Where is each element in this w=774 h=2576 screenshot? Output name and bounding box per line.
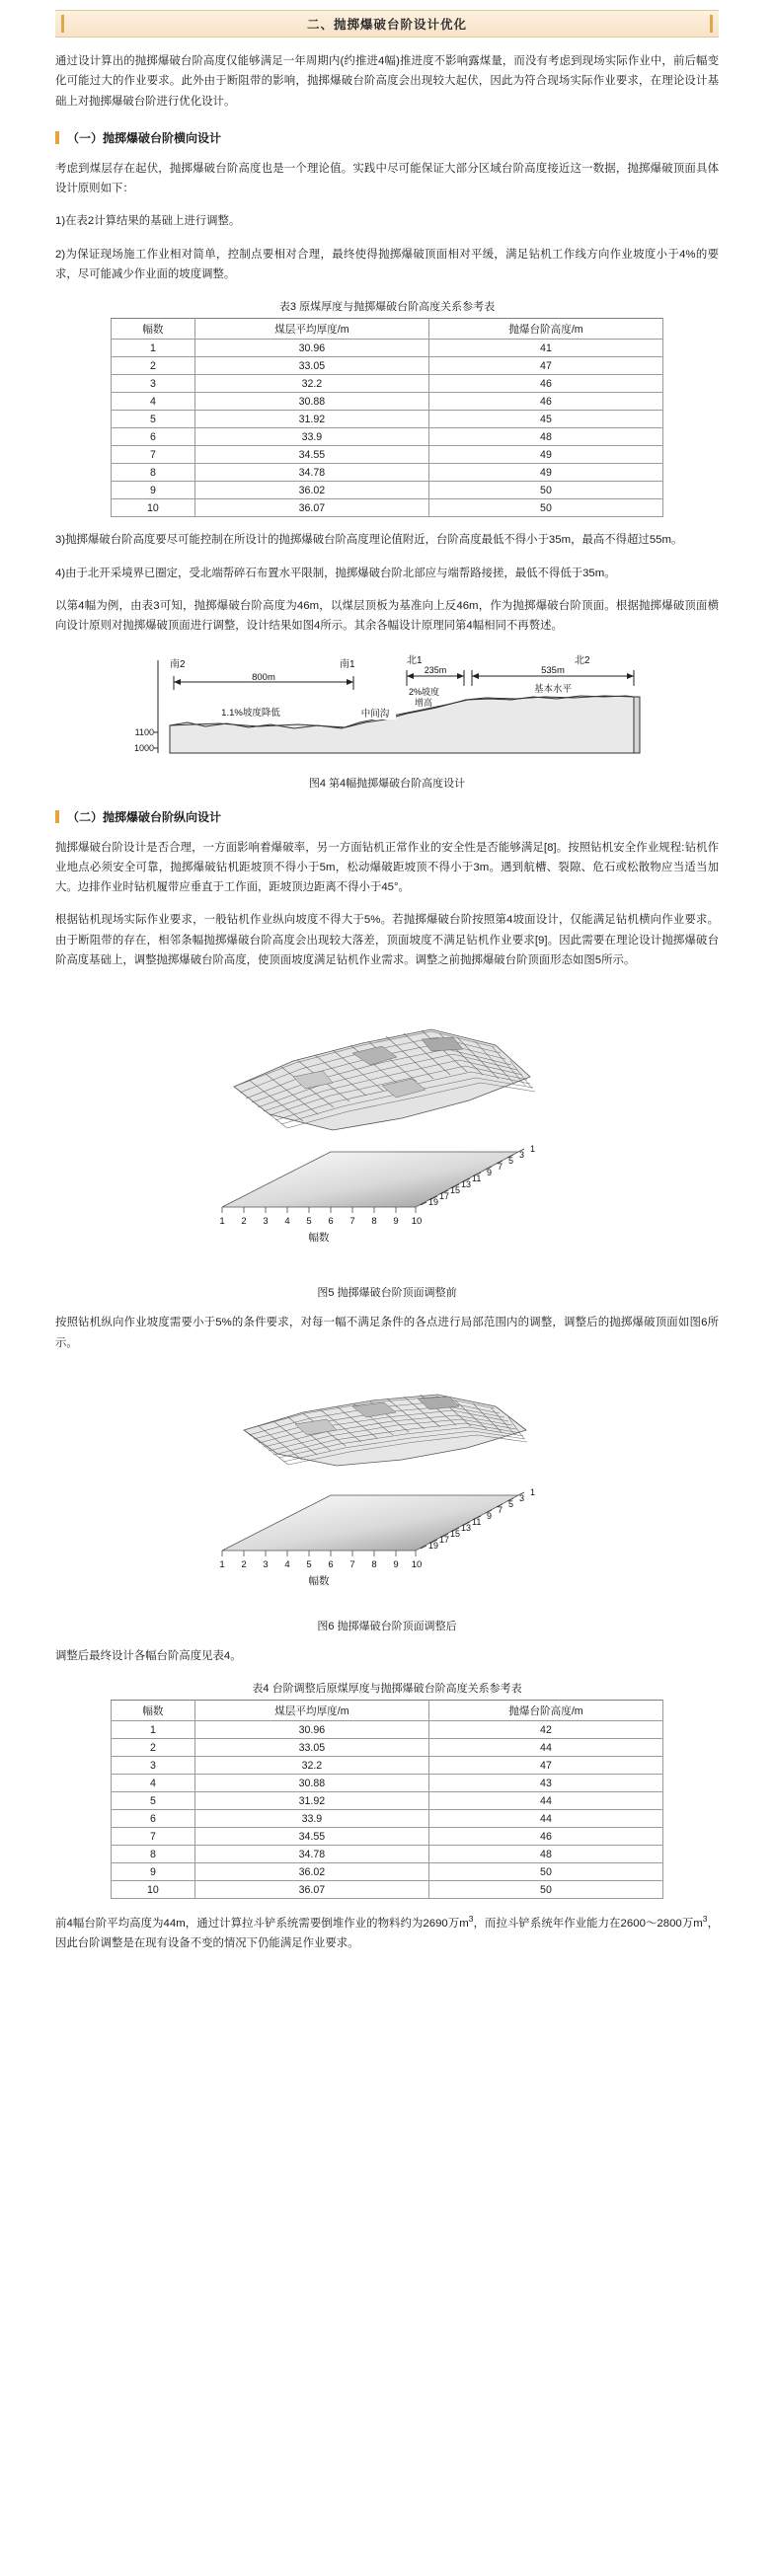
table3-cell: 41	[428, 340, 662, 357]
document-content	[55, 51, 719, 1954]
fig6-ytick: 15	[450, 1528, 461, 1539]
table3-cell: 4	[112, 393, 195, 411]
table4-header-cell: 煤层平均厚度/m	[194, 1701, 428, 1721]
table-row	[112, 482, 663, 499]
table3-caption: 表3 原煤厚度与抛掷爆破台阶高度关系参考表	[278, 301, 496, 314]
fig5-xtick: 10	[411, 1216, 423, 1228]
table3-cell: 49	[428, 464, 662, 482]
paragraph-11: 调整后最终设计各幅台阶高度见表4。	[55, 1649, 242, 1662]
fig6-ytick: 3	[519, 1492, 525, 1503]
table-row	[112, 1810, 663, 1828]
fig5-ytick: 9	[487, 1168, 493, 1178]
fig4-label-north2: 北2	[575, 654, 590, 666]
subsection-heading-2	[55, 808, 719, 825]
fig5-xtick: 5	[306, 1216, 312, 1228]
fig4-label-north1: 北1	[407, 654, 423, 666]
fig6-xtick: 10	[411, 1558, 423, 1570]
table-row	[112, 1846, 663, 1863]
section-title: 二、抛掷爆破台阶设计优化	[306, 18, 467, 32]
table3-header-cell: 抛爆台阶高度/m	[428, 319, 662, 340]
table-row	[112, 393, 663, 411]
fig6-ytick: 7	[498, 1504, 503, 1515]
table4-cell: 1	[112, 1721, 195, 1739]
table3-cell: 7	[112, 446, 195, 464]
figure-6	[175, 1365, 599, 1633]
table3-cell: 36.02	[194, 482, 428, 499]
table3-cell: 2	[112, 357, 195, 375]
subsection-heading-1	[55, 129, 719, 146]
figure-5-caption: 图5 抛掷爆破台阶顶面调整前	[317, 1287, 457, 1300]
fig5-ytick: 19	[428, 1197, 439, 1208]
table-row	[112, 340, 663, 357]
table-row	[112, 1775, 663, 1792]
fig5-x-axis-label: 幅数	[308, 1232, 330, 1245]
table4-cell: 31.92	[194, 1792, 428, 1810]
fig5-xtick: 3	[263, 1216, 269, 1228]
paragraph-intro: 通过设计算出的抛掷爆破台阶高度仅能够满足一年周期内(约推进4幅)推进度不影响露煤量，而没有考虑到现场实际作业中，前后幅变化可能过大的作业要求。此外由于断阻带的影响，抛掷爆破台阶高度会出现较大起伏，因此为符合现场实际作业要求，在理论设计基础上对抛掷爆破台阶进行优化设计。	[55, 55, 719, 108]
table-row	[112, 1828, 663, 1846]
table4-cell: 44	[428, 1739, 662, 1757]
figure-4-drawing	[111, 650, 663, 769]
fig5-xtick: 2	[241, 1216, 247, 1228]
subsection-title-2: （二）抛掷爆破台阶纵向设计	[67, 809, 222, 824]
fig6-xtick: 5	[306, 1558, 312, 1570]
document-page	[0, 10, 774, 2576]
fig6-x-axis-label: 幅数	[308, 1574, 330, 1587]
fig5-xtick: 4	[284, 1216, 290, 1228]
paragraph-2: 考虑到煤层存在起伏，抛掷爆破台阶高度也是一个理论值。实践中尽可能保证大部分区域台阶高度接近这一数据，抛掷爆破顶面具体设计原则如下：	[55, 162, 719, 195]
figure-4	[111, 650, 663, 791]
table4-cell: 44	[428, 1792, 662, 1810]
table3-cell: 50	[428, 482, 662, 499]
figure-5	[175, 982, 599, 1300]
table4-cell: 10	[112, 1881, 195, 1899]
table4-cell: 47	[428, 1757, 662, 1775]
table4-cell: 34.78	[194, 1846, 428, 1863]
table3-cell: 34.78	[194, 464, 428, 482]
table4-cell: 48	[428, 1846, 662, 1863]
table4-cell: 30.96	[194, 1721, 428, 1739]
table-row	[112, 1881, 663, 1899]
figure-4-caption: 图4 第4幅抛掷爆破台阶高度设计	[308, 777, 466, 790]
accent-bar-icon	[55, 810, 59, 823]
paragraph-3: 1)在表2计算结果的基础上进行调整。	[55, 215, 241, 228]
table-header-row	[112, 1701, 663, 1721]
table4-cell: 2	[112, 1739, 195, 1757]
fig6-xtick: 6	[328, 1558, 334, 1570]
table4-cell: 30.88	[194, 1775, 428, 1792]
table4-cell: 50	[428, 1881, 662, 1899]
fig6-ytick: 1	[530, 1486, 536, 1497]
table3-cell: 9	[112, 482, 195, 499]
table4-cell: 42	[428, 1721, 662, 1739]
fig5-ytick: 11	[472, 1174, 482, 1184]
table3-cell: 50	[428, 499, 662, 517]
table3-cell: 46	[428, 375, 662, 393]
table4-cell: 33.05	[194, 1739, 428, 1757]
table3-cell: 48	[428, 428, 662, 446]
superscript-cubic-1: 3	[468, 1914, 474, 1925]
paragraph-12-part-a: 前4幅台阶平均高度为44m，通过计算拉斗铲系统需要倒堆作业的物料约为2690万m	[55, 1918, 469, 1931]
fig4-dim-535: 535m	[541, 664, 565, 676]
table-row	[112, 499, 663, 517]
figure-5-drawing	[175, 982, 599, 1278]
fig4-ytick-1100: 1100	[134, 726, 154, 737]
table-row	[112, 357, 663, 375]
table-row	[112, 411, 663, 428]
paragraph-4: 2)为保证现场施工作业相对简单，控制点要相对合理，最终使得抛掷爆破顶面相对平缓，满足钻机工作线方向作业坡度小于4%的要求，尽可能减少作业面的坡度调整。	[55, 248, 719, 281]
table3-cell: 1	[112, 340, 195, 357]
table4-cell: 36.07	[194, 1881, 428, 1899]
table3-header-cell: 幅数	[112, 319, 195, 340]
table3-cell: 32.2	[194, 375, 428, 393]
fig6-ytick: 9	[487, 1510, 493, 1521]
paragraph-12-part-b: ，而拉斗铲系统年作业能力在2600～2800万m	[473, 1918, 703, 1931]
table4-cell: 9	[112, 1863, 195, 1881]
fig4-slope-right-line1: 2%坡度	[409, 686, 440, 697]
fig4-mid-label: 中间沟	[360, 708, 390, 720]
table-row	[112, 464, 663, 482]
table4-cell: 3	[112, 1757, 195, 1775]
fig6-xtick: 8	[371, 1558, 377, 1570]
table4-header-cell: 抛爆台阶高度/m	[428, 1701, 662, 1721]
figure-6-drawing	[175, 1365, 599, 1612]
paragraph-12-part-c: ，因此台阶调整是在现有设备不变的情况下仍能满足作业要求。	[55, 1918, 719, 1950]
fig5-ytick: 7	[498, 1162, 503, 1173]
paragraph-5: 3)抛掷爆破台阶高度要尽可能控制在所设计的抛掷爆破台阶高度理论值附近，台阶高度最低不得小于35m，最高不得超过55m。	[55, 534, 683, 547]
table3-cell: 5	[112, 411, 195, 428]
paragraph-12	[55, 1912, 719, 1953]
fig6-ytick: 5	[508, 1498, 514, 1509]
table3-cell: 10	[112, 499, 195, 517]
accent-bar-icon	[55, 131, 59, 144]
fig6-ytick: 19	[428, 1540, 439, 1551]
paragraph-9: 根据钻机现场实际作业要求，一般钻机作业纵向坡度不得大于5%。若抛掷爆破台阶按照第4坡面设计，仅能满足钻机横向作业要求。由于断阻带的存在，相邻条幅抛掷爆破台阶高度会出现较大落差，顶面坡度不满足钻机作业要求[9]。因此需要在理论设计抛掷爆破台阶高度基础上，调整抛掷爆破台阶高度，使顶面坡度满足钻机作业需求。调整之前抛掷爆破台阶顶面形态如图5所示。	[55, 914, 719, 967]
table-row	[112, 1792, 663, 1810]
paragraph-8: 抛掷爆破台阶设计是否合理，一方面影响着爆破率，另一方面钻机正常作业的安全性是否能够满足[8]。按照钻机安全作业规程:钻机作业地点必须安全可靠，抛掷爆破钻机距坡顶不得小于5m，松动爆破距坡顶不得小于3m。遇到航槽、裂隙、危石或松散物应当适当加大。边排作业时钻机履带应垂直于工作面，距坡顶边距离不得小于45°。	[55, 841, 719, 894]
table3-cell: 33.9	[194, 428, 428, 446]
table-row	[112, 375, 663, 393]
table-header-row	[112, 319, 663, 340]
table3-cell: 46	[428, 393, 662, 411]
table3-cell: 47	[428, 357, 662, 375]
table3-cell: 8	[112, 464, 195, 482]
table4-cell: 34.55	[194, 1828, 428, 1846]
table-row	[112, 1757, 663, 1775]
table3-cell: 45	[428, 411, 662, 428]
table3-cell: 49	[428, 446, 662, 464]
fig5-xtick: 9	[393, 1216, 399, 1228]
fig4-dim-800: 800m	[252, 671, 275, 683]
table-row	[112, 1721, 663, 1739]
table4-cell: 44	[428, 1810, 662, 1828]
table4-cell: 43	[428, 1775, 662, 1792]
fig5-ytick: 3	[519, 1150, 525, 1161]
fig5-ytick: 1	[530, 1144, 536, 1155]
table3-cell: 33.05	[194, 357, 428, 375]
fig6-xtick: 7	[349, 1558, 355, 1570]
fig4-ytick-1000: 1000	[133, 742, 154, 753]
table4-cell: 36.02	[194, 1863, 428, 1881]
subsection-title-1: （一）抛掷爆破台阶横向设计	[67, 130, 222, 145]
fig4-label-south2: 南2	[170, 658, 186, 670]
fig4-slope-left: 1.1%坡度降低	[221, 707, 280, 719]
fig6-ytick: 11	[472, 1516, 482, 1527]
table-3	[111, 318, 663, 517]
table3-cell: 34.55	[194, 446, 428, 464]
table3-cell: 30.88	[194, 393, 428, 411]
table4-cell: 32.2	[194, 1757, 428, 1775]
table-row	[112, 1863, 663, 1881]
table-row	[112, 1739, 663, 1757]
table4-cell: 6	[112, 1810, 195, 1828]
table4-cell: 4	[112, 1775, 195, 1792]
fig5-xtick: 8	[371, 1216, 377, 1228]
table4-cell: 7	[112, 1828, 195, 1846]
table3-cell: 36.07	[194, 499, 428, 517]
fig6-xtick: 1	[219, 1558, 225, 1570]
table3-cell: 31.92	[194, 411, 428, 428]
table4-cell: 46	[428, 1828, 662, 1846]
fig6-ytick: 17	[439, 1534, 450, 1545]
figure-6-caption: 图6 抛掷爆破台阶顶面调整后	[317, 1620, 457, 1632]
table3-header-cell: 煤层平均厚度/m	[194, 319, 428, 340]
table-row	[112, 428, 663, 446]
fig6-xtick: 3	[263, 1558, 269, 1570]
paragraph-7: 以第4幅为例，由表3可知，抛掷爆破台阶高度为46m，以煤层顶板为基准向上反46m，作为抛掷爆破台阶顶面。根据抛掷爆破顶面横向设计原则对抛掷爆破顶面进行调整，设计结果如图4所示。其余各幅设计原理同第4幅相同不再赘述。	[55, 599, 719, 633]
fig6-xtick: 2	[241, 1558, 247, 1570]
fig6-xtick: 9	[393, 1558, 399, 1570]
superscript-cubic-2: 3	[702, 1914, 708, 1925]
paragraph-6: 4)由于北开采境界已圈定，受北端帮碎石布置水平限制，抛掷爆破台阶北部应与端帮路接搓，最低不得低于35m。	[55, 567, 616, 579]
table-4	[111, 1700, 663, 1899]
paragraph-10: 按照钻机纵向作业坡度需要小于5%的条件要求，对每一幅不满足条件的各点进行局部范围内的调整，调整后的抛掷爆破顶面如图6所示。	[55, 1317, 719, 1349]
table4-caption: 表4 台阶调整后原煤厚度与抛掷爆破台阶高度关系参考表	[252, 1683, 522, 1696]
fig4-flat-label: 基本水平	[533, 683, 573, 695]
table-row	[112, 446, 663, 464]
fig6-xtick: 4	[284, 1558, 290, 1570]
fig4-dim-235: 235m	[424, 664, 447, 675]
table3-cell: 3	[112, 375, 195, 393]
table4-cell: 33.9	[194, 1810, 428, 1828]
fig5-xtick: 1	[219, 1216, 225, 1228]
fig5-xtick: 7	[349, 1216, 355, 1228]
section-header	[55, 10, 719, 38]
table3-cell: 30.96	[194, 340, 428, 357]
fig4-slope-right-line2: 增高	[415, 697, 433, 708]
fig5-xtick: 6	[328, 1216, 334, 1228]
fig5-ytick: 17	[439, 1191, 450, 1202]
fig6-ytick: 13	[461, 1522, 472, 1533]
table4-cell: 8	[112, 1846, 195, 1863]
table4-cell: 5	[112, 1792, 195, 1810]
table4-cell: 50	[428, 1863, 662, 1881]
table3-cell: 6	[112, 428, 195, 446]
fig4-label-south1: 南1	[340, 658, 355, 670]
fig5-ytick: 5	[508, 1156, 514, 1167]
fig5-ytick: 13	[461, 1179, 472, 1190]
fig5-ytick: 15	[450, 1185, 461, 1196]
table4-header-cell: 幅数	[112, 1701, 195, 1721]
